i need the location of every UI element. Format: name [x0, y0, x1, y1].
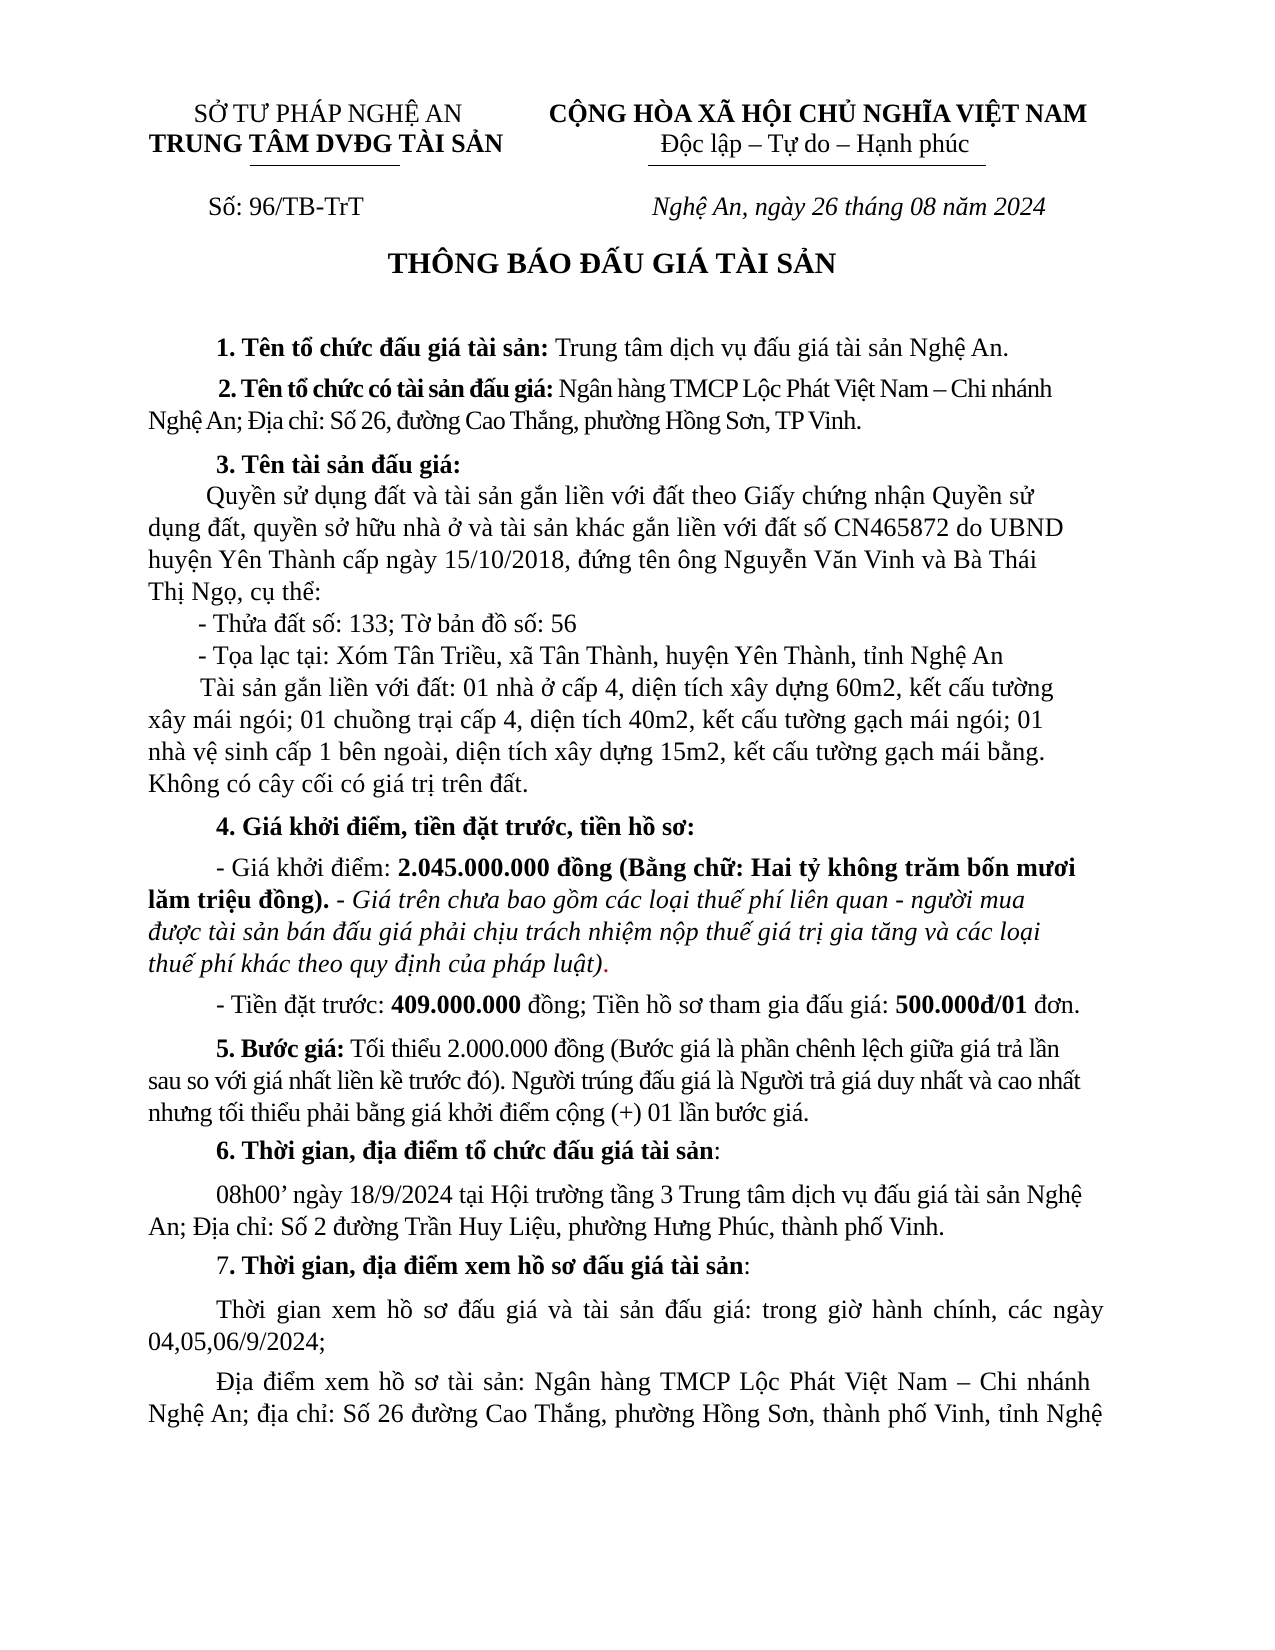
section-3-paragraph-2: Tài sản gắn liền với đất: 01 nhà ở cấp 4, diện tích xây dựng 60m2, kết cấu tường xây mái ngói; 01 chuồng trại cấp 4, diện tích 40m2, kết cấu tường gạch mái ngói; 01 nhà vệ sinh cấp 1 bên ngoài, diện tích xây dựng 15m2, kết cấu tường gạch mái bằng. Không có cây cối có giá trị trên đất.	[148, 673, 1054, 798]
section-4-label: 4. Giá khởi điểm, tiền đặt trước, tiền hồ sơ:	[216, 812, 696, 841]
tax-note-3: thuế phí khác theo quy định của pháp luật)	[148, 949, 603, 978]
section-7-label: 7. Thời gian, địa điểm xem hồ sơ đấu giá tài sản:	[216, 1251, 751, 1280]
section-2-label: 2. Tên tổ chức có tài sản đấu giá:	[218, 374, 554, 403]
section-6-body: 08h00’ ngày 18/9/2024 tại Hội trường tầng 3 Trung tâm dịch vụ đấu giá tài sản Nghệ An; Địa chỉ: Số 2 đường Trần Huy Liệu, phường Hưng Phúc, thành phố Vinh.	[148, 1180, 1082, 1241]
deposit-mid: đồng; Tiền hồ sơ tham gia đấu giá:	[521, 990, 896, 1019]
fee-value: 500.000đ/01	[895, 990, 1028, 1019]
section-1-label: 1. Tên tổ chức đấu giá tài sản:	[216, 333, 549, 362]
national-title: CỘNG HÒA XÃ HỘI CHỦ NGHĨA VIỆT NAM	[548, 99, 1088, 128]
document-title: THÔNG BÁO ĐẤU GIÁ TÀI SẢN	[387, 247, 837, 280]
tax-note-2: được tài sản bán đấu giá phải chịu trách nhiệm nộp thuế giá trị gia tăng và các loại	[148, 917, 1041, 946]
document-number: Số: 96/TB-TrT	[208, 192, 364, 221]
section-3-label: 3. Tên tài sản đấu giá:	[216, 450, 462, 479]
center-name: TRUNG TÂM DVĐG TÀI SẢN	[148, 129, 504, 158]
start-price-value: 2.045.000.000 đồng (Bằng chữ: Hai tỷ không trăm bốn mươi	[397, 853, 1076, 882]
deposit-prefix: - Tiền đặt trước:	[216, 990, 392, 1019]
right-header-rule	[648, 165, 986, 166]
section-2	[148, 373, 1168, 437]
section-5	[148, 1033, 1168, 1129]
place-date: Nghệ An, ngày 26 tháng 08 năm 2024	[652, 192, 1046, 221]
section-5-label: 5. Bước giá:	[216, 1034, 345, 1063]
section-5-text-3: nhưng tối thiểu phải bằng giá khởi điểm cộng (+) 01 lần bước giá.	[148, 1098, 809, 1127]
tax-note-1: - Giá trên chưa bao gồm các loại thuế phí liên quan - người mua	[329, 885, 1026, 914]
section-3-bullet-2: - Tọa lạc tại: Xóm Tân Triều, xã Tân Thành, huyện Yên Thành, tỉnh Nghệ An	[198, 641, 1004, 670]
fee-suffix: đơn.	[1027, 990, 1081, 1019]
start-price-words-end: lăm triệu đồng).	[148, 885, 330, 914]
section-4-deposit	[148, 989, 1168, 1021]
section-4-start-price	[148, 852, 1168, 980]
section-3-bullet-1: - Thửa đất số: 133; Tờ bản đồ số: 56	[198, 609, 577, 638]
deposit-value: 409.000.000	[391, 990, 522, 1019]
tax-note-end: .	[602, 949, 610, 978]
section-2-text-2: Nghệ An; Địa chỉ: Số 26, đường Cao Thắng, phường Hồng Sơn, TP Vinh.	[148, 406, 862, 435]
agency-name: SỞ TƯ PHÁP NGHỆ AN	[193, 99, 463, 128]
section-1	[148, 332, 1168, 364]
section-1-text: Trung tâm dịch vụ đấu giá tài sản Nghệ An.	[548, 333, 1009, 362]
left-header-rule	[250, 165, 400, 166]
section-5-text-2: sau so với giá nhất liền kề trước đó). Người trúng đấu giá là Người trả giá duy nhất và cao nhất	[148, 1066, 1081, 1095]
start-price-prefix: - Giá khởi điểm:	[216, 853, 398, 882]
section-3-paragraph-1: Quyền sử dụng đất và tài sản gắn liền với đất theo Giấy chứng nhận Quyền sử dụng đất, quyền sở hữu nhà ở và tài sản khác gắn liền với đất số CN465872 do UBND huyện Yên Thành cấp ngày 15/10/2018, đứng tên ông Nguyễn Văn Vinh và Bà Thái Thị Ngọ, cụ thể:	[148, 481, 1064, 606]
section-7-time: Thời gian xem hồ sơ đấu giá và tài sản đấu giá: trong giờ hành chính, các ngày 04,05,06/9/2024;	[148, 1295, 1104, 1356]
section-2-text-1: Ngân hàng TMCP Lộc Phát Việt Nam – Chi nhánh	[553, 374, 1052, 403]
section-5-text-1: Tối thiểu 2.000.000 đồng (Bước giá là phần chênh lệch giữa giá trả lần	[344, 1034, 1060, 1063]
section-7-place: Địa điểm xem hồ sơ tài sản: Ngân hàng TMCP Lộc Phát Việt Nam – Chi nhánh Nghệ An; địa chỉ: Số 26 đường Cao Thắng, phường Hồng Sơn, thành phố Vinh, tỉnh Nghệ	[148, 1367, 1103, 1428]
national-motto: Độc lập – Tự do – Hạnh phúc	[660, 129, 970, 158]
section-6-label: 6. Thời gian, địa điểm tổ chức đấu giá tài sản:	[216, 1136, 721, 1165]
